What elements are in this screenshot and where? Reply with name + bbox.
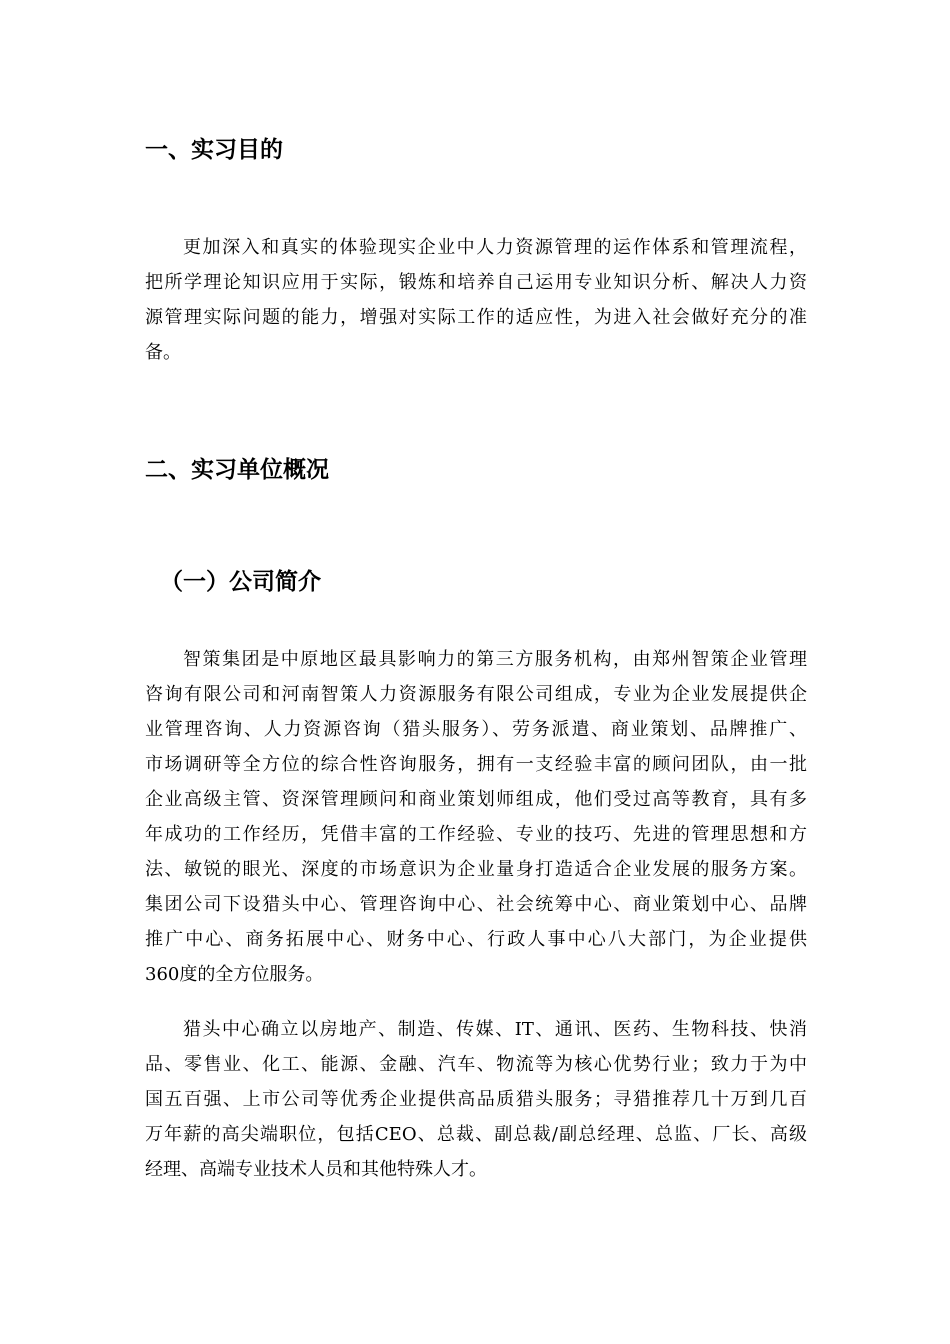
paragraph-line: 把所学理论知识应用于实际，锻炼和培养自己运用专业知识分析、解决人力资 xyxy=(145,272,807,293)
paragraph-line: 备。 xyxy=(145,342,181,363)
paragraph-internship-purpose xyxy=(145,230,807,370)
paragraph-line: 法、敏锐的眼光、深度的市场意识为企业量身打造适合企业发展的服务方案。 xyxy=(145,859,807,880)
section-heading-company-overview: 二、实习单位概况 xyxy=(145,457,329,483)
paragraph-line: 咨询有限公司和河南智策人力资源服务有限公司组成，专业为企业发展提供企 xyxy=(145,684,807,705)
paragraph-line: 业管理咨询、人力资源咨询（猎头服务）、劳务派遣、商业策划、品牌推广、 xyxy=(145,719,807,740)
paragraph-line: 360度的全方位服务。 xyxy=(145,964,324,985)
paragraph-line: 万年薪的高尖端职位，包括CEO、总裁、副总裁/副总经理、总监、厂长、高级 xyxy=(145,1124,807,1145)
paragraph-line: 国五百强、上市公司等优秀企业提供高品质猎头服务；寻猎推荐几十万到几百 xyxy=(145,1089,807,1110)
subsection-heading-company-profile: （一）公司简介 xyxy=(160,569,321,595)
paragraph-line: 智策集团是中原地区最具影响力的第三方服务机构，由郑州智策企业管理 xyxy=(183,649,807,670)
paragraph-line: 更加深入和真实的体验现实企业中人力资源管理的运作体系和管理流程， xyxy=(183,237,807,258)
paragraph-line: 品、零售业、化工、能源、金融、汽车、物流等为核心优势行业；致力于为中 xyxy=(145,1054,807,1075)
paragraph-line: 经理、高端专业技术人员和其他特殊人才。 xyxy=(145,1159,487,1180)
paragraph-line: 源管理实际问题的能力，增强对实际工作的适应性，为进入社会做好充分的准 xyxy=(145,307,807,328)
paragraph-line: 猎头中心确立以房地产、制造、传媒、IT、通讯、医药、生物科技、快消 xyxy=(183,1019,807,1040)
paragraph-line: 集团公司下设猎头中心、管理咨询中心、社会统筹中心、商业策划中心、品牌 xyxy=(145,894,807,915)
section-heading-internship-purpose: 一、实习目的 xyxy=(145,137,283,163)
paragraph-line: 年成功的工作经历，凭借丰富的工作经验、专业的技巧、先进的管理思想和方 xyxy=(145,824,807,845)
paragraph-line: 市场调研等全方位的综合性咨询服务，拥有一支经验丰富的顾问团队，由一批 xyxy=(145,754,807,775)
paragraph-line: 企业高级主管、资深管理顾问和商业策划师组成，他们受过高等教育，具有多 xyxy=(145,789,807,810)
paragraph-company-profile xyxy=(145,642,807,992)
paragraph-headhunting-center xyxy=(145,1012,807,1187)
paragraph-line: 推广中心、商务拓展中心、财务中心、行政人事中心八大部门，为企业提供 xyxy=(145,929,807,950)
